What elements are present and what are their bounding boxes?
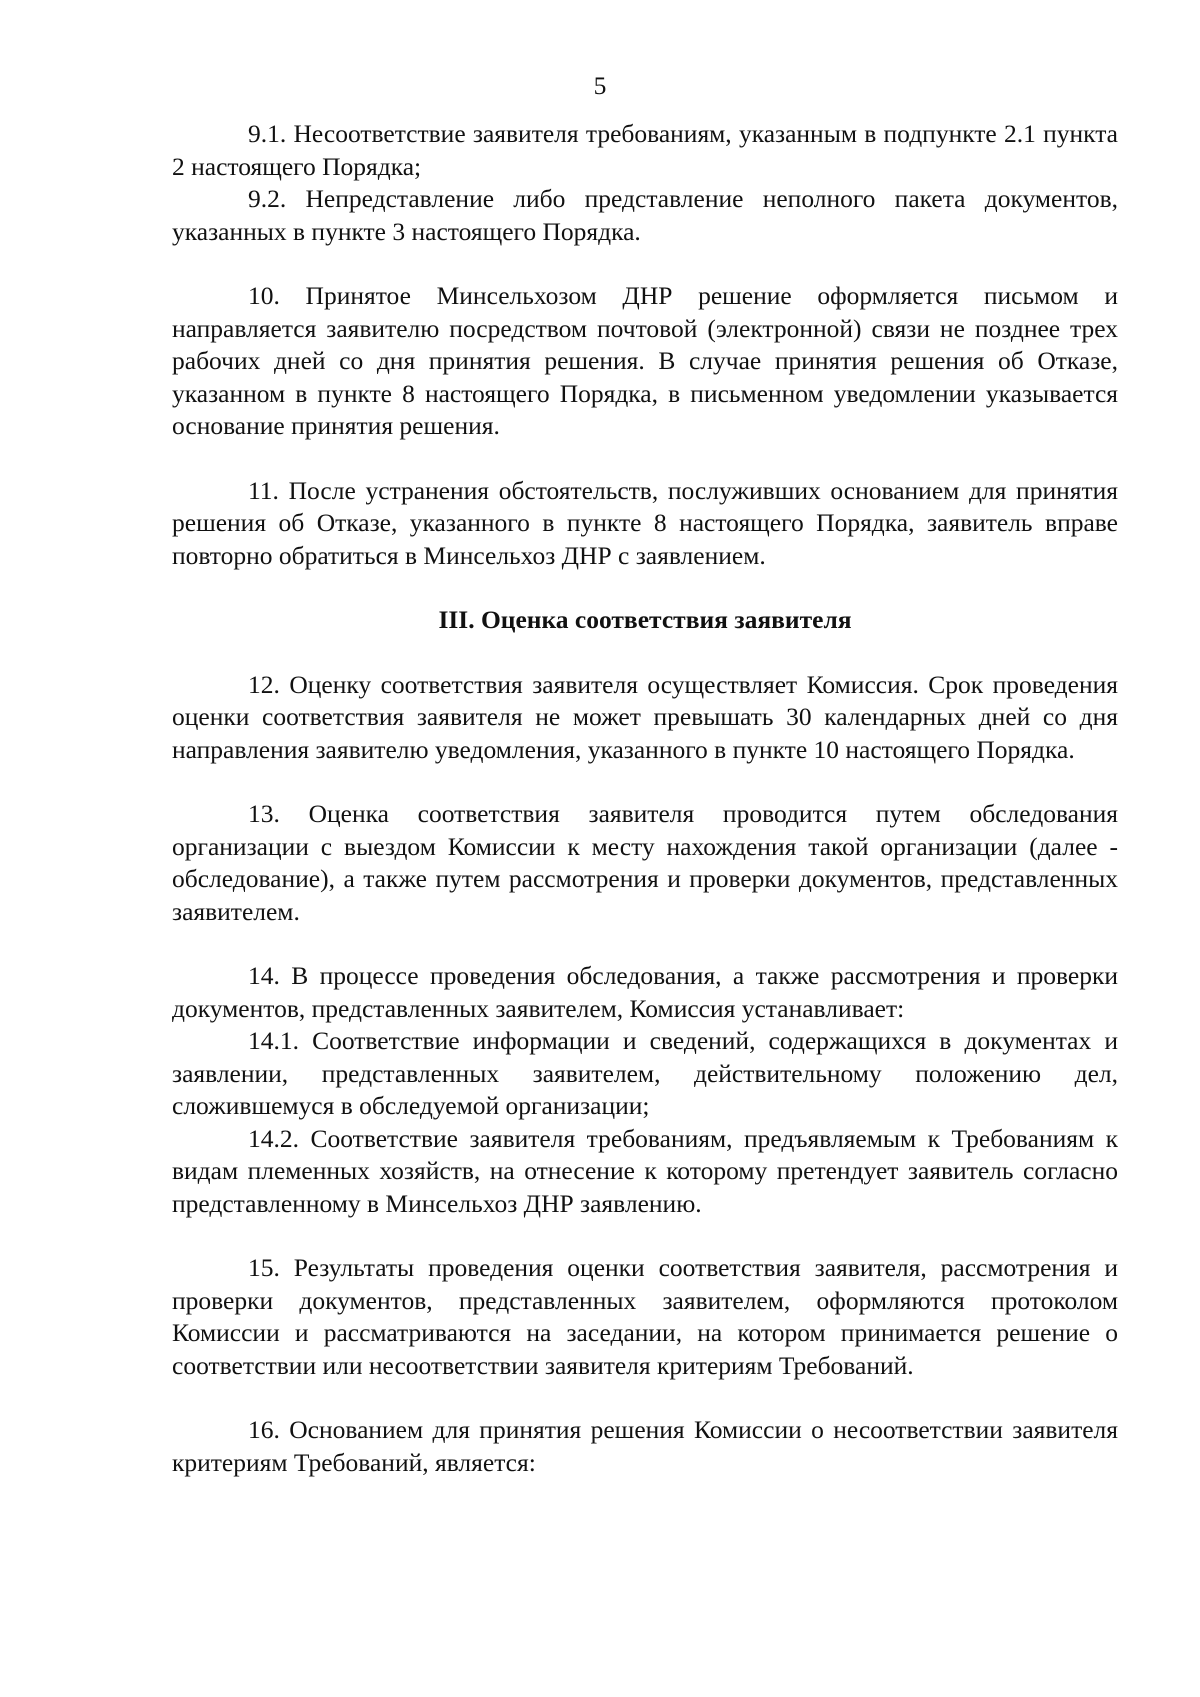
- paragraph-14-2: 14.2. Соответствие заявителя требованиям, предъявляемым к Требованиям к видам племенных хозяйств, на отнесение к которому претендует заявитель согласно представленному в Минсельхоз ДНР заявлению.: [172, 1123, 1118, 1218]
- document-body: [172, 118, 1118, 1479]
- paragraph-12: 12. Оценку соответствия заявителя осуществляет Комиссия. Срок проведения оценки соответствия заявителя не может превышать 30 календарных дней со дня направления заявителю уведомления, указанного в пункте 10 настоящего Порядка.: [172, 669, 1118, 764]
- paragraph-15: 15. Результаты проведения оценки соответствия заявителя, рассмотрения и проверки документов, представленных заявителем, оформляются протоколом Комиссии и рассматриваются на заседании, на котором принимается решение о соответствии или несоответствии заявителя критериям Требований.: [172, 1253, 1118, 1380]
- paragraph-13: 13. Оценка соответствия заявителя проводится путем обследования организации с выездом Комиссии к месту нахождения такой организации (далее - обследование), а также путем рассмотрения и проверки документов, представленных заявителем.: [172, 799, 1118, 926]
- paragraph-14: 14. В процессе проведения обследования, а также рассмотрения и проверки документов, представленных заявителем, Комиссия устанавливает:: [172, 961, 1118, 1023]
- paragraph-14-1: 14.1. Соответствие информации и сведений, содержащихся в документах и заявлении, представленных заявителем, действительному положению дел, сложившемуся в обследуемой организации;: [172, 1026, 1118, 1120]
- paragraph-16: 16. Основанием для принятия решения Комиссии о несоответствии заявителя критериям Требований, является:: [172, 1415, 1118, 1477]
- paragraph-9-1: 9.1. Несоответствие заявителя требованиям, указанным в подпункте 2.1 пункта 2 настоящего Порядка;: [172, 119, 1118, 181]
- paragraph-11: 11. После устранения обстоятельств, послуживших основанием для принятия решения об Отказе, указанного в пункте 8 настоящего Порядка, заявитель вправе повторно обратиться в Минсельхоз ДНР с заявлением.: [172, 475, 1118, 570]
- paragraph-10: 10. Принятое Минсельхозом ДНР решение оформляется письмом и направляется заявителю посредством почтовой (электронной) связи не позднее трех рабочих дней со дня принятия решения. В случае принятия решения об Отказе, указанном в пункте 8 настоящего Порядка, в письменном уведомлении указывается основание принятия решения.: [172, 281, 1118, 440]
- paragraph-9-2: 9.2. Непредставление либо представление неполного пакета документов, указанных в пункте 3 настоящего Порядка.: [172, 184, 1118, 246]
- page-number: 5: [593, 71, 607, 100]
- section-heading: III. Оценка соответствия заявителя: [438, 605, 852, 634]
